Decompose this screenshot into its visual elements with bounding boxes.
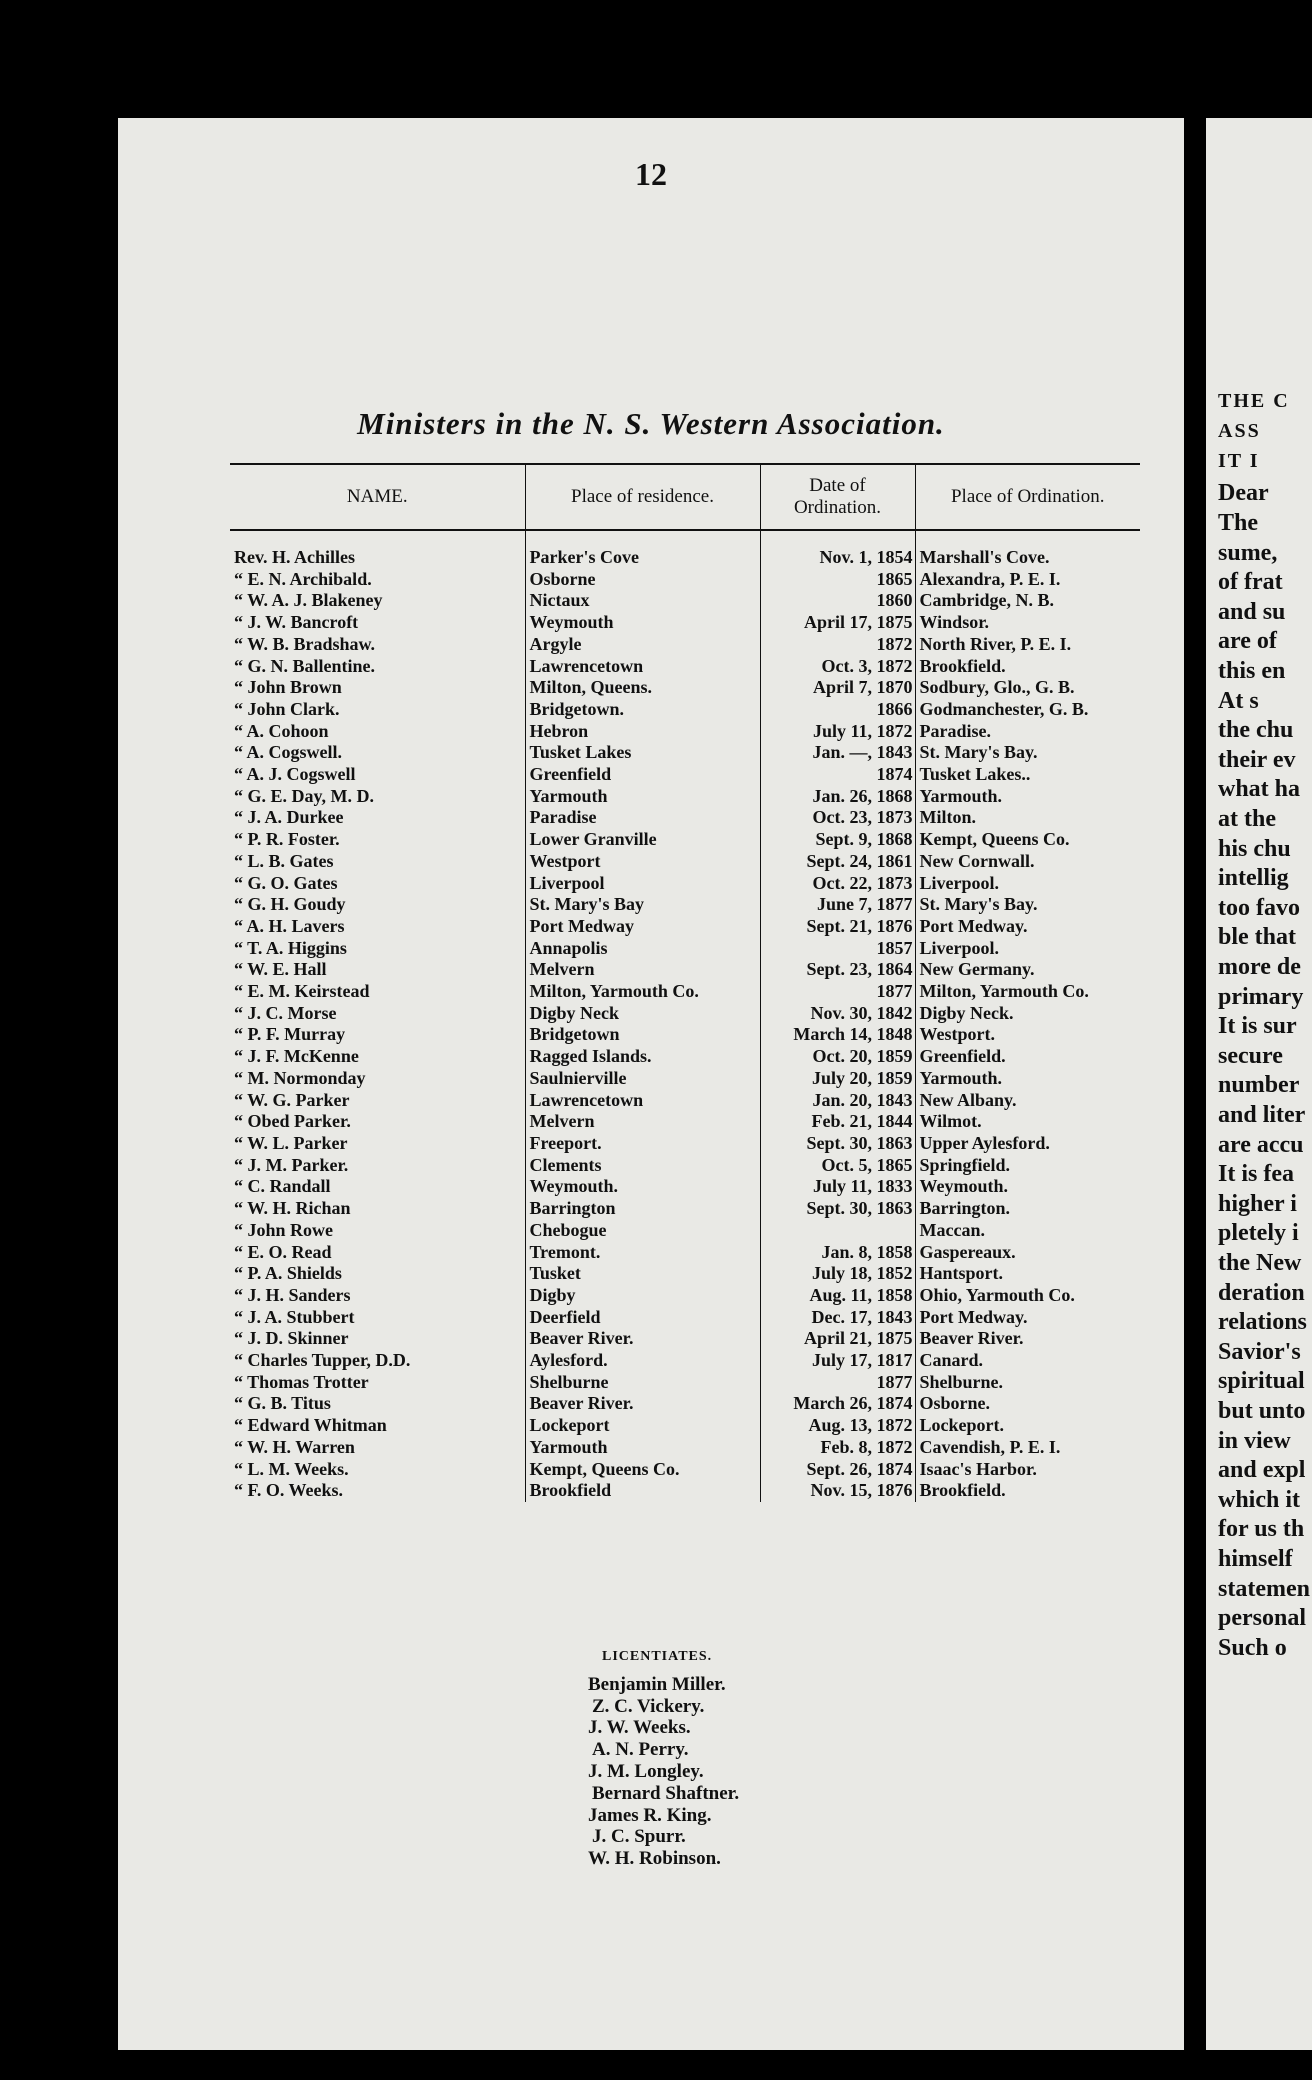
table-row [230, 699, 1140, 721]
cell-residence: Beaver River. [525, 1393, 760, 1415]
cell-name: “ W. H. Richan [234, 1198, 351, 1219]
table-row [230, 851, 1140, 873]
table-row [230, 829, 1140, 851]
cell-residence: Tusket Lakes [525, 742, 760, 764]
licentiate-name: Z. C. Vickery. [592, 1695, 705, 1717]
cell-residence: Greenfield [525, 764, 760, 786]
cell-name: “ T. A. Higgins [234, 937, 347, 958]
right-page-line: too favo [1218, 894, 1300, 921]
cell-residence: Lawrencetown [525, 1090, 760, 1112]
table-row [230, 959, 1140, 981]
cell-residence: Nictaux [525, 590, 760, 612]
cell-date: Sept. 26, 1874 [760, 1459, 915, 1481]
table-row [230, 1220, 1140, 1242]
cell-name: Rev. H. Achilles [234, 547, 355, 567]
licentiate-name: J. W. Weeks. [588, 1717, 691, 1739]
cell-ordination: New Cornwall. [915, 851, 1140, 873]
cell-ordination: Isaac's Harbor. [915, 1459, 1140, 1481]
table-row [230, 764, 1140, 786]
right-page-line: pletely i [1218, 1220, 1299, 1247]
cell-date: 1866 [760, 699, 915, 721]
cell-residence: Liverpool [525, 873, 760, 895]
cell-residence: Annapolis [525, 938, 760, 960]
cell-name: “ J. C. Morse [234, 1002, 337, 1023]
table-row [230, 1263, 1140, 1285]
table-row [230, 1198, 1140, 1220]
table-row [230, 1328, 1140, 1350]
cell-name: “ C. Randall [234, 1176, 331, 1197]
cell-ordination: Osborne. [915, 1393, 1140, 1415]
cell-residence: Milton, Queens. [525, 677, 760, 699]
cell-name: “ A. H. Lavers [234, 915, 345, 936]
cell-date: Dec. 17, 1843 [760, 1307, 915, 1329]
cell-ordination: Weymouth. [915, 1176, 1140, 1198]
right-page-line: It is sur [1218, 1013, 1297, 1040]
cell-ordination: Upper Aylesford. [915, 1133, 1140, 1155]
table-row [230, 721, 1140, 743]
table-row [230, 1090, 1140, 1112]
cell-ordination: Cambridge, N. B. [915, 590, 1140, 612]
table-row [230, 1437, 1140, 1459]
table-row [230, 916, 1140, 938]
cell-name: “ G. H. Goudy [234, 894, 346, 915]
cell-name: “ W. L. Parker [234, 1132, 348, 1153]
cell-name: “ Obed Parker. [234, 1111, 351, 1132]
cell-date: 1872 [760, 634, 915, 656]
cell-date: July 17, 1817 [760, 1350, 915, 1372]
cell-residence: Tremont. [525, 1242, 760, 1264]
cell-residence: Tusket [525, 1263, 760, 1285]
cell-date: 1877 [760, 1372, 915, 1394]
cell-name: “ P. F. Murray [234, 1024, 346, 1045]
right-page-line: relations [1218, 1309, 1307, 1336]
table-row [230, 742, 1140, 764]
page-title: Ministers in the N. S. Western Association. [357, 406, 945, 441]
table-row [230, 786, 1140, 808]
right-page-line: of frat [1218, 569, 1283, 596]
cell-date: Jan. 20, 1843 [760, 1090, 915, 1112]
cell-date: July 11, 1833 [760, 1176, 915, 1198]
table-row [230, 1459, 1140, 1481]
table-row [230, 1111, 1140, 1133]
cell-residence: Aylesford. [525, 1350, 760, 1372]
right-page-line: personal [1218, 1605, 1307, 1632]
cell-name: “ A. J. Cogswell [234, 764, 356, 785]
cell-date: Oct. 3, 1872 [760, 656, 915, 678]
cell-ordination: Alexandra, P. E. I. [915, 569, 1140, 591]
cell-ordination: Greenfield. [915, 1046, 1140, 1068]
right-page-line: and su [1218, 598, 1286, 625]
cell-date [760, 1220, 915, 1242]
cell-name: “ F. O. Weeks. [234, 1480, 344, 1501]
right-page-line: are accu [1218, 1131, 1304, 1158]
cell-date: Nov. 1, 1854 [760, 530, 915, 569]
licentiate-name: Bernard Shaftner. [592, 1782, 740, 1804]
cell-name: “ J. A. Durkee [234, 807, 344, 828]
cell-residence: Bridgetown. [525, 699, 760, 721]
cell-date: Aug. 11, 1858 [760, 1285, 915, 1307]
right-page-line: intellig [1218, 865, 1289, 892]
cell-ordination: Canard. [915, 1350, 1140, 1372]
cell-residence: Melvern [525, 959, 760, 981]
right-page-line: at the [1218, 806, 1276, 832]
cell-name: “ G. N. Ballentine. [234, 655, 376, 676]
table-row [230, 1285, 1140, 1307]
cell-residence: Milton, Yarmouth Co. [525, 981, 760, 1003]
right-page-line: what ha [1218, 776, 1301, 803]
table-row [230, 938, 1140, 960]
cell-ordination: Beaver River. [915, 1328, 1140, 1350]
cell-ordination: Wilmot. [915, 1111, 1140, 1133]
table-body [230, 530, 1140, 1502]
cell-date: Sept. 23, 1864 [760, 959, 915, 981]
right-page-line: The [1218, 510, 1259, 536]
cell-date: Oct. 5, 1865 [760, 1155, 915, 1177]
cell-date: 1865 [760, 569, 915, 591]
table-row [230, 1393, 1140, 1415]
right-page-line: THE C [1218, 390, 1290, 412]
cell-date: Nov. 15, 1876 [760, 1480, 915, 1502]
cell-name: “ Edward Whitman [234, 1415, 387, 1436]
cell-date: June 7, 1877 [760, 894, 915, 916]
cell-residence: Weymouth [525, 612, 760, 634]
col-header-ordination: Place of Ordination. [915, 464, 1140, 530]
cell-ordination: Liverpool. [915, 938, 1140, 960]
licentiates-list [588, 1674, 739, 1870]
cell-date: July 20, 1859 [760, 1068, 915, 1090]
cell-ordination: Yarmouth. [915, 786, 1140, 808]
table-row [230, 590, 1140, 612]
table-row [230, 1068, 1140, 1090]
cell-date: March 26, 1874 [760, 1393, 915, 1415]
cell-name: “ John Brown [234, 677, 342, 698]
cell-name: “ J. A. Stubbert [234, 1306, 355, 1327]
cell-ordination: Milton. [915, 807, 1140, 829]
cell-date: April 21, 1875 [760, 1328, 915, 1350]
right-page-line: Such o [1218, 1634, 1287, 1661]
cell-residence: Bridgetown [525, 1024, 760, 1046]
cell-ordination: Brookfield. [915, 1480, 1140, 1502]
licentiates-section [588, 1646, 739, 1870]
cell-name: “ J. H. Sanders [234, 1284, 351, 1305]
cell-ordination: Liverpool. [915, 873, 1140, 895]
table-row [230, 1176, 1140, 1198]
cell-ordination: St. Mary's Bay. [915, 742, 1140, 764]
table-row [230, 677, 1140, 699]
left-page [118, 118, 1184, 2050]
cell-name: “ J. D. Skinner [234, 1328, 349, 1349]
right-page-line: Savior's [1218, 1338, 1301, 1365]
cell-name: “ J. M. Parker. [234, 1154, 349, 1175]
ministers-table [230, 463, 1140, 1502]
cell-residence: Beaver River. [525, 1328, 760, 1350]
licentiate-name: J. C. Spurr. [592, 1826, 686, 1848]
cell-date: Nov. 30, 1842 [760, 1003, 915, 1025]
cell-ordination: Shelburne. [915, 1372, 1140, 1394]
table-row [230, 807, 1140, 829]
right-page-line: number [1218, 1072, 1300, 1099]
licentiate-name: Benjamin Miller. [588, 1673, 726, 1695]
cell-name: “ Charles Tupper, D.D. [234, 1350, 411, 1371]
table-row [230, 1350, 1140, 1372]
cell-residence: Shelburne [525, 1372, 760, 1394]
cell-name: “ G. B. Titus [234, 1393, 331, 1414]
cell-date: 1860 [760, 590, 915, 612]
cell-ordination: Yarmouth. [915, 1068, 1140, 1090]
cell-residence: Argyle [525, 634, 760, 656]
right-page-line: and liter [1218, 1102, 1306, 1128]
cell-name: “ P. A. Shields [234, 1263, 342, 1284]
cell-residence: Yarmouth [525, 1437, 760, 1459]
table-row [230, 894, 1140, 916]
cell-residence: Saulnierville [525, 1068, 760, 1090]
cell-ordination: North River, P. E. I. [915, 634, 1140, 656]
right-page-line: himself [1218, 1546, 1293, 1572]
licentiate-name: W. H. Robinson. [588, 1848, 721, 1870]
right-page-line: It is fea [1218, 1161, 1294, 1188]
cell-date: Sept. 21, 1876 [760, 916, 915, 938]
cell-ordination: Gaspereaux. [915, 1242, 1140, 1264]
table-row [230, 1024, 1140, 1046]
cell-ordination: New Albany. [915, 1090, 1140, 1112]
table-row [230, 1133, 1140, 1155]
cell-date: Jan. 26, 1868 [760, 786, 915, 808]
right-page-line: statemen [1218, 1575, 1310, 1602]
cell-date: Feb. 21, 1844 [760, 1111, 915, 1133]
cell-name: “ E. N. Archibald. [234, 568, 372, 589]
right-page-line: in view [1218, 1427, 1291, 1454]
cell-residence: Osborne [525, 569, 760, 591]
table-row [230, 569, 1140, 591]
cell-name: “ M. Normonday [234, 1067, 366, 1088]
cell-residence: Lockeport [525, 1415, 760, 1437]
ministers-table-wrap [230, 463, 1140, 1502]
table-row [230, 1046, 1140, 1068]
right-page-line: At s [1218, 687, 1259, 714]
cell-name: “ W. B. Bradshaw. [234, 633, 376, 654]
col-header-name: NAME. [230, 464, 525, 530]
right-page-line: their ev [1218, 746, 1296, 773]
right-page-line: higher i [1218, 1190, 1297, 1217]
table-row [230, 612, 1140, 634]
cell-ordination: Cavendish, P. E. I. [915, 1437, 1140, 1459]
cell-ordination: Sodbury, Glo., G. B. [915, 677, 1140, 699]
cell-name: “ P. R. Foster. [234, 829, 340, 850]
table-row [230, 1415, 1140, 1437]
licentiate-name: J. M. Longley. [588, 1760, 704, 1782]
cell-date: Sept. 9, 1868 [760, 829, 915, 851]
table-row [230, 981, 1140, 1003]
cell-residence: Melvern [525, 1111, 760, 1133]
right-page-line: which it [1218, 1486, 1301, 1513]
cell-date: Feb. 8, 1872 [760, 1437, 915, 1459]
cell-name: “ G. E. Day, M. D. [234, 785, 375, 806]
cell-residence: Deerfield [525, 1307, 760, 1329]
col-header-date: Date of Ordination. [760, 464, 915, 530]
cell-ordination: Godmanchester, G. B. [915, 699, 1140, 721]
cell-date: 1857 [760, 938, 915, 960]
table-row [230, 1307, 1140, 1329]
cell-ordination: Westport. [915, 1024, 1140, 1046]
table-row [230, 1372, 1140, 1394]
right-page-line: but unto [1218, 1398, 1306, 1424]
cell-date: 1874 [760, 764, 915, 786]
cell-ordination: Maccan. [915, 1220, 1140, 1242]
licentiates-heading: LICENTIATES. [602, 1649, 713, 1664]
cell-name: “ John Rowe [234, 1219, 334, 1240]
cell-residence: Barrington [525, 1198, 760, 1220]
cell-residence: Digby [525, 1285, 760, 1307]
right-page-line: and expl [1218, 1457, 1306, 1484]
table-header-row [230, 464, 1140, 530]
cell-date: July 18, 1852 [760, 1263, 915, 1285]
cell-residence: Lower Granville [525, 829, 760, 851]
right-page-line: more de [1218, 954, 1301, 980]
right-page-line: sume, [1218, 539, 1278, 566]
table-row [230, 530, 1140, 569]
cell-ordination: Port Medway. [915, 916, 1140, 938]
right-page-fragment [1206, 118, 1312, 2050]
right-page-line: for us th [1218, 1516, 1305, 1543]
cell-name: “ L. B. Gates [234, 850, 334, 871]
cell-date: April 17, 1875 [760, 612, 915, 634]
cell-date: Sept. 24, 1861 [760, 851, 915, 873]
cell-ordination: New Germany. [915, 959, 1140, 981]
cell-residence: Hebron [525, 721, 760, 743]
cell-ordination: Hantsport. [915, 1263, 1140, 1285]
cell-date: Jan. —, 1843 [760, 742, 915, 764]
right-page-line: the New [1218, 1250, 1302, 1276]
right-page-line: primary [1218, 983, 1304, 1010]
cell-name: “ E. O. Read [234, 1241, 332, 1262]
cell-ordination: Paradise. [915, 721, 1140, 743]
page-number: 12 [635, 156, 667, 192]
right-page-line: deration [1218, 1279, 1305, 1306]
cell-name: “ John Clark. [234, 698, 340, 719]
right-page-line: ble that [1218, 924, 1296, 951]
cell-residence: Port Medway [525, 916, 760, 938]
right-page-line: the chu [1218, 717, 1294, 744]
right-page-line: secure [1218, 1042, 1283, 1069]
cell-ordination: Barrington. [915, 1198, 1140, 1220]
cell-name: “ E. M. Keirstead [234, 981, 370, 1002]
right-page-line: Dear [1218, 480, 1269, 506]
cell-ordination: Windsor. [915, 612, 1140, 634]
cell-name: “ G. O. Gates [234, 872, 338, 893]
cell-residence: Paradise [525, 807, 760, 829]
cell-date: March 14, 1848 [760, 1024, 915, 1046]
cell-date: Oct. 23, 1873 [760, 807, 915, 829]
cell-ordination: Digby Neck. [915, 1003, 1140, 1025]
licentiate-name: James R. King. [588, 1804, 712, 1826]
cell-ordination: Lockeport. [915, 1415, 1140, 1437]
right-page-line: ASS [1218, 420, 1261, 442]
cell-date: Sept. 30, 1863 [760, 1198, 915, 1220]
right-page-line: this en [1218, 658, 1286, 684]
cell-name: “ W. H. Warren [234, 1436, 355, 1457]
table-row [230, 1242, 1140, 1264]
cell-residence: Brookfield [525, 1480, 760, 1502]
cell-ordination: Port Medway. [915, 1307, 1140, 1329]
table-row [230, 1003, 1140, 1025]
table-row [230, 634, 1140, 656]
cell-date: July 11, 1872 [760, 721, 915, 743]
cell-ordination: Marshall's Cove. [915, 530, 1140, 569]
cell-name: “ L. M. Weeks. [234, 1458, 349, 1479]
cell-ordination: Ohio, Yarmouth Co. [915, 1285, 1140, 1307]
table-row [230, 1480, 1140, 1502]
cell-date: 1877 [760, 981, 915, 1003]
cell-date: Jan. 8, 1858 [760, 1242, 915, 1264]
table-row [230, 656, 1140, 678]
cell-residence: Freeport. [525, 1133, 760, 1155]
cell-residence: Weymouth. [525, 1176, 760, 1198]
cell-residence: St. Mary's Bay [525, 894, 760, 916]
cell-residence: Chebogue [525, 1220, 760, 1242]
cell-ordination: St. Mary's Bay. [915, 894, 1140, 916]
cell-ordination: Brookfield. [915, 656, 1140, 678]
cell-residence: Westport [525, 851, 760, 873]
cell-name: “ J. W. Bancroft [234, 612, 359, 633]
cell-residence: Lawrencetown [525, 656, 760, 678]
cell-residence: Ragged Islands. [525, 1046, 760, 1068]
cell-date: Sept. 30, 1863 [760, 1133, 915, 1155]
col-header-residence: Place of residence. [525, 464, 760, 530]
cell-residence: Yarmouth [525, 786, 760, 808]
cell-name: “ W. G. Parker [234, 1089, 350, 1110]
cell-name: “ A. Cohoon [234, 720, 329, 741]
cell-date: Aug. 13, 1872 [760, 1415, 915, 1437]
cell-name: “ W. E. Hall [234, 959, 327, 980]
cell-ordination: Kempt, Queens Co. [915, 829, 1140, 851]
cell-ordination: Tusket Lakes.. [915, 764, 1140, 786]
cell-name: “ J. F. McKenne [234, 1046, 359, 1067]
cell-name: “ A. Cogswell. [234, 742, 342, 763]
table-row [230, 873, 1140, 895]
right-page-line: spiritual [1218, 1368, 1305, 1395]
cell-ordination: Springfield. [915, 1155, 1140, 1177]
cell-residence: Parker's Cove [525, 530, 760, 569]
cell-name: “ W. A. J. Blakeney [234, 590, 383, 611]
table-row [230, 1155, 1140, 1177]
cell-residence: Clements [525, 1155, 760, 1177]
cell-residence: Digby Neck [525, 1003, 760, 1025]
cell-date: Oct. 22, 1873 [760, 873, 915, 895]
cell-residence: Kempt, Queens Co. [525, 1459, 760, 1481]
licentiate-name: A. N. Perry. [592, 1739, 689, 1761]
right-page-line: are of [1218, 628, 1277, 655]
right-page-line: his chu [1218, 835, 1291, 862]
cell-ordination: Milton, Yarmouth Co. [915, 981, 1140, 1003]
right-page-line: IT I [1218, 450, 1260, 472]
cell-name: “ Thomas Trotter [234, 1371, 369, 1392]
cell-date: Oct. 20, 1859 [760, 1046, 915, 1068]
cell-date: April 7, 1870 [760, 677, 915, 699]
